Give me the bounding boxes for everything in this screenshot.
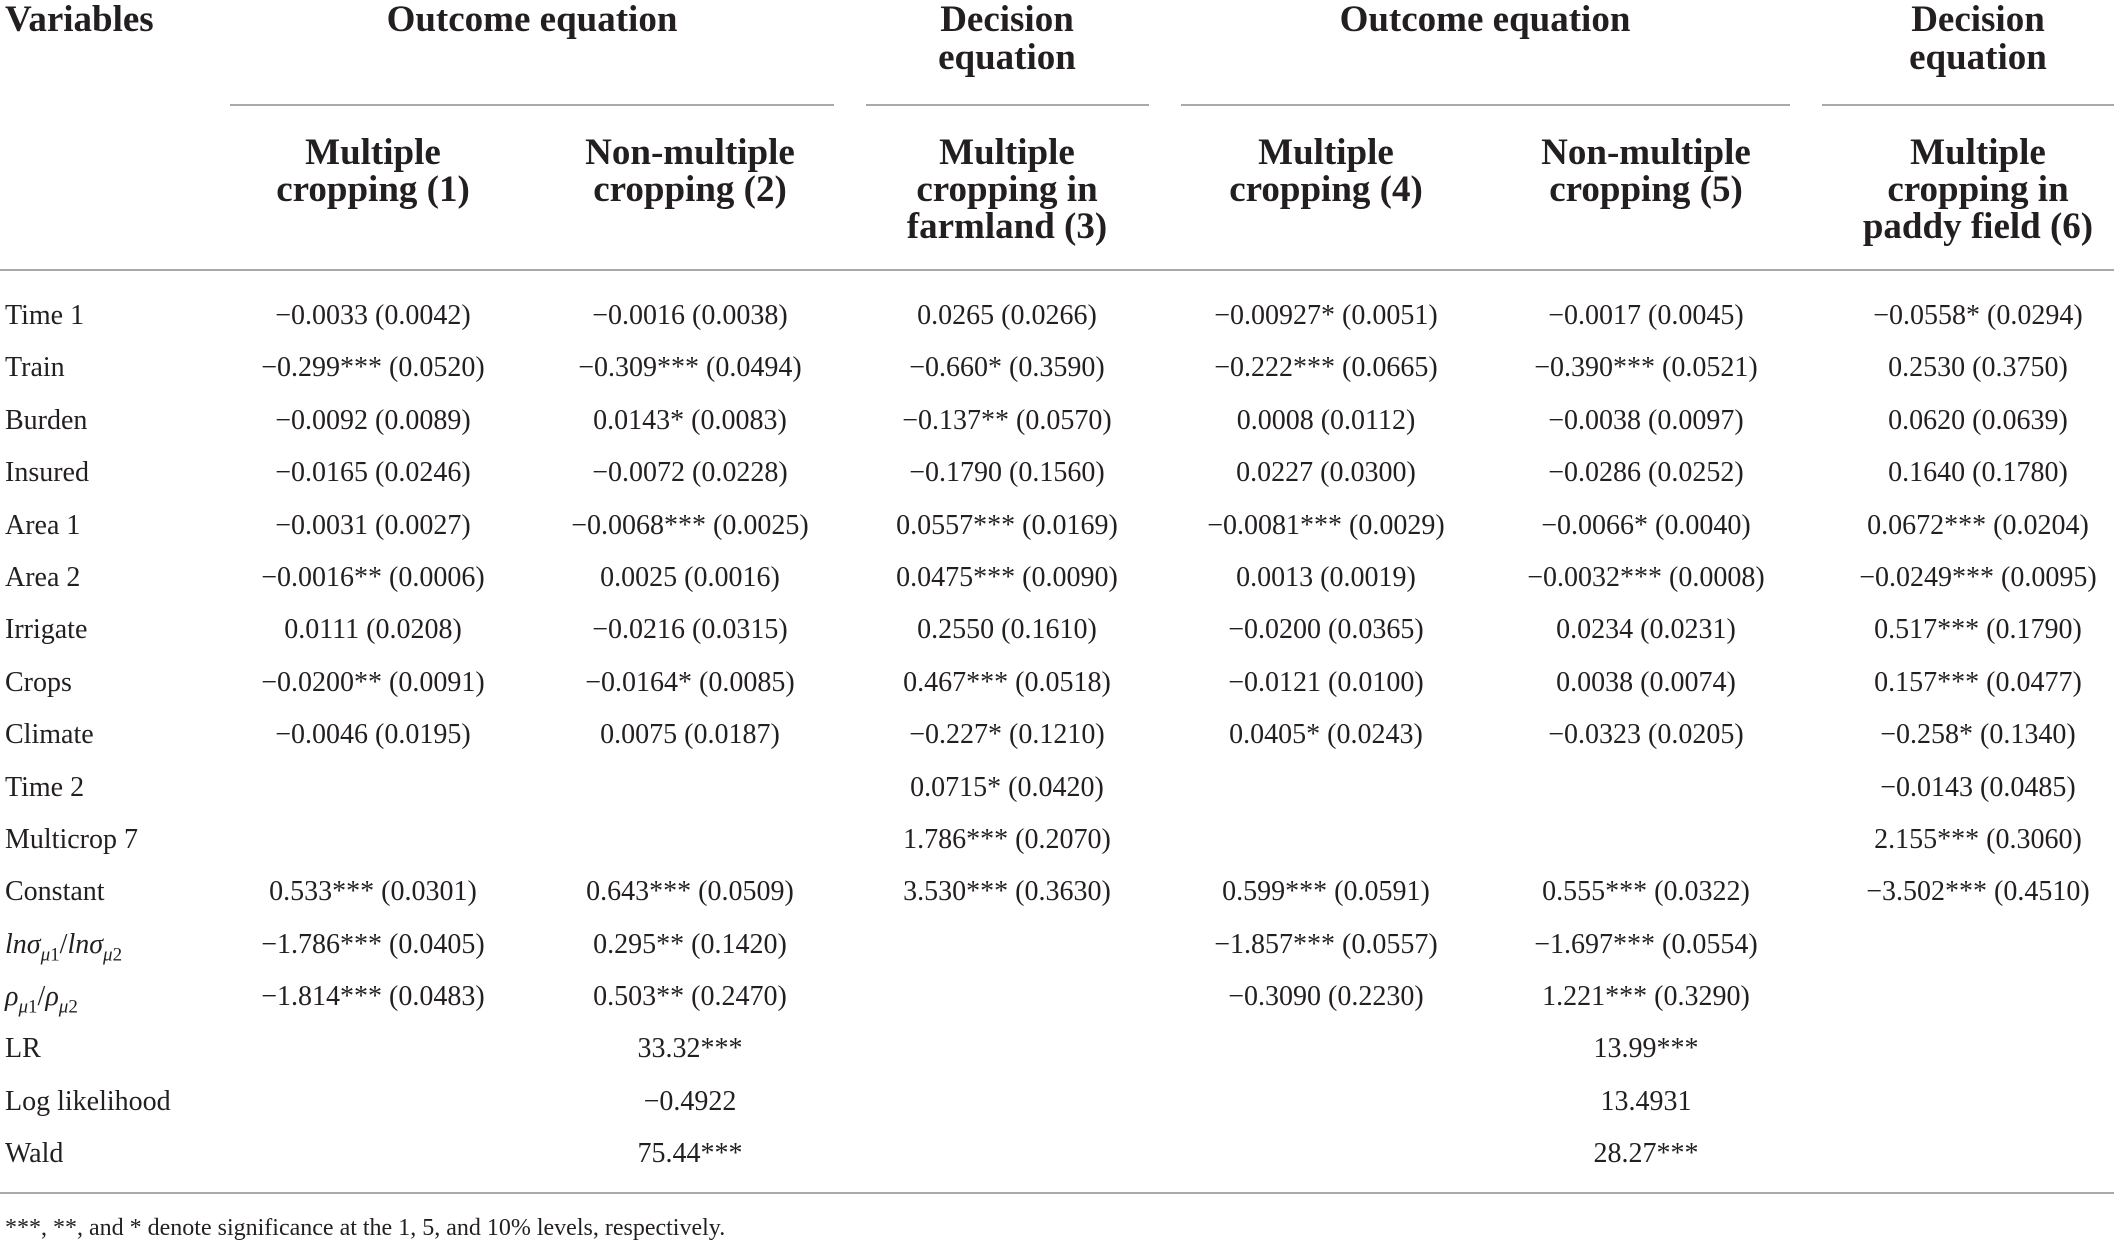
group-header-outcome: Outcome equation: [386, 0, 678, 40]
row-label: Area 2: [5, 561, 81, 593]
column-header: Non-multiple cropping (2): [585, 132, 795, 210]
cell-multiple-cropping-4: 0.0008 (0.0112): [1236, 404, 1416, 436]
cell-non-multiple-cropping-5: −0.0017 (0.0045): [1548, 300, 1744, 331]
cell-multiple-cropping-1: −0.0016** (0.0006): [261, 561, 485, 593]
subscript-symbol: μ: [18, 996, 29, 1018]
row-label: Log likelihood: [5, 1085, 171, 1117]
cell-multiple-cropping-4: [1181, 1023, 1471, 1075]
cell-non-multiple-cropping-2: −0.0072 (0.0228): [592, 457, 788, 489]
cell-multiple-cropping-1: 0.0111 (0.0208): [284, 614, 462, 646]
cell-multiple-cropping-1: [228, 1023, 518, 1075]
cell-non-multiple-cropping-5: −0.0032*** (0.0008): [1527, 561, 1765, 593]
math-base: lnσ: [5, 928, 41, 960]
table-footnote: ***, **, and * denote significance at the 1, 5, and 10% levels, respectively.: [5, 1215, 726, 1241]
cell-non-multiple-cropping-5: 28.27***: [1593, 1138, 1699, 1170]
cell-multiple-cropping-1: −0.0092 (0.0089): [275, 404, 471, 436]
row-label: Wald: [5, 1138, 64, 1170]
column-header: Multiple cropping in farmland (3): [906, 132, 1108, 247]
row-label: Burden: [5, 404, 88, 436]
cell-multiple-cropping-farmland-3: 0.0715* (0.0420): [910, 771, 1104, 803]
cell-multiple-cropping-1: −0.0033 (0.0042): [275, 300, 471, 331]
cell-non-multiple-cropping-5: [1501, 762, 1791, 814]
stub-header: Variables: [5, 0, 154, 40]
table-row: [0, 814, 2117, 866]
math-subscript: [41, 944, 60, 965]
table-body: [0, 290, 2117, 1181]
subscript-index: 1: [28, 996, 38, 1018]
row-label: Train: [5, 352, 65, 384]
table-row: [0, 447, 2117, 499]
cell-multiple-cropping-4: −0.222*** (0.0665): [1214, 352, 1438, 384]
cell-multiple-cropping-paddy-6: −0.0558* (0.0294): [1873, 300, 2083, 331]
cell-multiple-cropping-paddy-6: 2.155*** (0.3060): [1874, 823, 2082, 855]
cell-multiple-cropping-4: 0.0013 (0.0019): [1236, 561, 1416, 593]
cell-multiple-cropping-paddy-6: −0.258* (0.1340): [1880, 719, 2076, 751]
cell-non-multiple-cropping-5: 0.555*** (0.0322): [1542, 876, 1750, 908]
cell-multiple-cropping-1: [228, 1128, 518, 1180]
table-row: [0, 1128, 2117, 1180]
cell-multiple-cropping-paddy-6: [1848, 1023, 2108, 1075]
table-row: [0, 290, 2117, 342]
cell-non-multiple-cropping-5: 0.0038 (0.0074): [1556, 666, 1736, 698]
cell-non-multiple-cropping-5: −0.0323 (0.0205): [1548, 719, 1744, 751]
cell-multiple-cropping-4: −0.0200 (0.0365): [1228, 614, 1424, 646]
cell-multiple-cropping-farmland-3: 3.530*** (0.3630): [903, 876, 1111, 908]
table-row: [0, 657, 2117, 709]
cell-non-multiple-cropping-2: −0.0164* (0.0085): [585, 666, 795, 698]
math-separator: /: [59, 928, 68, 960]
cell-multiple-cropping-4: [1181, 762, 1471, 814]
cell-multiple-cropping-1: [228, 814, 518, 866]
cell-multiple-cropping-4: [1181, 814, 1471, 866]
math-subscript: [103, 944, 122, 965]
row-label: Constant: [5, 876, 105, 908]
cell-multiple-cropping-1: −0.0200** (0.0091): [261, 666, 485, 698]
cell-non-multiple-cropping-2: 0.503** (0.2470): [593, 981, 787, 1013]
table-row: [0, 1023, 2117, 1075]
cell-non-multiple-cropping-2: −0.0068*** (0.0025): [571, 509, 809, 541]
table-row: [0, 709, 2117, 761]
cell-multiple-cropping-farmland-3: 0.0475*** (0.0090): [896, 561, 1118, 593]
table-row: [0, 552, 2117, 604]
cell-non-multiple-cropping-5: 1.221*** (0.3290): [1542, 981, 1750, 1013]
cell-multiple-cropping-1: [228, 1076, 518, 1128]
cell-multiple-cropping-paddy-6: 0.157*** (0.0477): [1874, 666, 2082, 698]
cell-non-multiple-cropping-2: −0.0016 (0.0038): [592, 300, 788, 331]
math-base: ρ: [5, 981, 19, 1013]
cell-multiple-cropping-farmland-3: [862, 1128, 1152, 1180]
row-label: Time 2: [5, 771, 85, 803]
cell-multiple-cropping-paddy-6: −0.0143 (0.0485): [1880, 771, 2076, 803]
cell-multiple-cropping-farmland-3: [862, 1023, 1152, 1075]
subscript-index: 2: [112, 944, 123, 966]
cell-multiple-cropping-farmland-3: −0.660* (0.3590): [909, 352, 1105, 384]
row-label: Climate: [5, 719, 94, 751]
cell-non-multiple-cropping-5: −0.0286 (0.0252): [1548, 457, 1744, 489]
cell-non-multiple-cropping-5: 0.0234 (0.0231): [1556, 614, 1736, 646]
cell-multiple-cropping-4: −0.0121 (0.0100): [1228, 666, 1424, 698]
subscript-index: 1: [50, 944, 60, 966]
subscript-symbol: μ: [103, 944, 113, 966]
cell-multiple-cropping-farmland-3: 0.467*** (0.0518): [903, 666, 1111, 698]
cell-multiple-cropping-farmland-3: [862, 971, 1152, 1023]
cell-multiple-cropping-farmland-3: [862, 919, 1152, 971]
row-label: Insured: [5, 457, 89, 489]
cell-non-multiple-cropping-2: [545, 762, 835, 814]
cell-multiple-cropping-1: −0.0046 (0.0195): [275, 719, 471, 751]
row-label: Crops: [5, 666, 72, 698]
row-label-math: [5, 919, 220, 971]
cell-multiple-cropping-1: −1.786*** (0.0405): [261, 928, 485, 960]
cell-non-multiple-cropping-2: −0.0216 (0.0315): [592, 614, 788, 646]
math-base: ρ: [45, 981, 59, 1013]
cell-multiple-cropping-farmland-3: 1.786*** (0.2070): [903, 823, 1111, 855]
group-header-decision: Decision equation: [1909, 0, 2047, 78]
cell-non-multiple-cropping-2: [545, 814, 835, 866]
row-label: Area 1: [5, 509, 81, 541]
subscript-symbol: μ: [58, 996, 69, 1018]
table-row: [0, 604, 2117, 656]
cell-non-multiple-cropping-5: −1.697*** (0.0554): [1534, 928, 1758, 960]
cell-multiple-cropping-4: −1.857*** (0.0557): [1214, 928, 1438, 960]
cell-multiple-cropping-farmland-3: 0.0557*** (0.0169): [896, 509, 1118, 541]
cell-non-multiple-cropping-2: −0.4922: [643, 1085, 737, 1117]
group-rule: [1181, 104, 1790, 106]
math-separator: /: [37, 981, 46, 1013]
cell-non-multiple-cropping-2: 33.32***: [637, 1033, 743, 1065]
cell-multiple-cropping-farmland-3: −0.137** (0.0570): [902, 404, 1112, 436]
cell-multiple-cropping-farmland-3: [862, 1076, 1152, 1128]
cell-non-multiple-cropping-2: −0.309*** (0.0494): [578, 352, 802, 384]
cell-non-multiple-cropping-2: 0.0025 (0.0016): [600, 561, 780, 593]
cell-multiple-cropping-1: 0.533*** (0.0301): [269, 876, 477, 908]
cell-multiple-cropping-paddy-6: [1848, 919, 2108, 971]
cell-non-multiple-cropping-5: 13.99***: [1593, 1033, 1699, 1065]
cell-non-multiple-cropping-2: 0.295** (0.1420): [593, 928, 787, 960]
cell-multiple-cropping-farmland-3: 0.0265 (0.0266): [917, 300, 1097, 331]
math-base: lnσ: [67, 928, 104, 960]
cell-multiple-cropping-paddy-6: [1848, 971, 2108, 1023]
cell-multiple-cropping-paddy-6: −3.502*** (0.4510): [1866, 876, 2090, 908]
cell-multiple-cropping-paddy-6: 0.517*** (0.1790): [1874, 614, 2082, 646]
column-header: Multiple cropping (4): [1229, 132, 1423, 210]
table-row: [0, 971, 2117, 1023]
cell-non-multiple-cropping-2: 0.0143* (0.0083): [593, 404, 787, 436]
header-rule: [0, 269, 2114, 271]
table-row: [0, 1076, 2117, 1128]
cell-multiple-cropping-paddy-6: 0.2530 (0.3750): [1888, 352, 2068, 384]
group-rule: [230, 104, 834, 106]
cell-non-multiple-cropping-5: −0.0066* (0.0040): [1541, 509, 1751, 541]
cell-multiple-cropping-4: [1181, 1128, 1471, 1180]
cell-non-multiple-cropping-5: 13.4931: [1600, 1085, 1692, 1117]
cell-multiple-cropping-4: −0.00927* (0.0051): [1214, 300, 1438, 331]
group-header-outcome: Outcome equation: [1339, 0, 1631, 40]
row-label: Multicrop 7: [5, 823, 138, 855]
cell-multiple-cropping-paddy-6: 0.1640 (0.1780): [1888, 457, 2068, 489]
cell-multiple-cropping-1: −0.299*** (0.0520): [261, 352, 485, 384]
table-row: [0, 500, 2117, 552]
group-rule: [1822, 104, 2114, 106]
cell-multiple-cropping-4: 0.599*** (0.0591): [1222, 876, 1430, 908]
table-row: [0, 866, 2117, 918]
column-header: Multiple cropping (1): [276, 132, 470, 210]
cell-multiple-cropping-4: 0.0405* (0.0243): [1229, 719, 1423, 751]
cell-multiple-cropping-paddy-6: 0.0672*** (0.0204): [1867, 509, 2089, 541]
cell-multiple-cropping-1: −0.0165 (0.0246): [275, 457, 471, 489]
cell-multiple-cropping-paddy-6: [1848, 1076, 2108, 1128]
row-label-math: [5, 971, 220, 1023]
cell-non-multiple-cropping-5: −0.390*** (0.0521): [1534, 352, 1758, 384]
math-subscript: [59, 997, 78, 1018]
row-label: Time 1: [5, 300, 85, 331]
table-row: [0, 762, 2117, 814]
table-row: [0, 342, 2117, 394]
cell-multiple-cropping-1: [228, 762, 518, 814]
math-subscript: [18, 997, 37, 1018]
table-row: [0, 395, 2117, 447]
cell-multiple-cropping-paddy-6: 0.0620 (0.0639): [1888, 404, 2068, 436]
cell-multiple-cropping-4: [1181, 1076, 1471, 1128]
cell-multiple-cropping-paddy-6: [1848, 1128, 2108, 1180]
row-label: LR: [5, 1033, 41, 1065]
cell-multiple-cropping-4: −0.3090 (0.2230): [1228, 981, 1424, 1013]
cell-non-multiple-cropping-5: [1501, 814, 1791, 866]
group-rule: [866, 104, 1149, 106]
cell-non-multiple-cropping-2: 75.44***: [637, 1138, 743, 1170]
cell-non-multiple-cropping-2: 0.0075 (0.0187): [600, 719, 780, 751]
cell-non-multiple-cropping-2: 0.643*** (0.0509): [586, 876, 794, 908]
cell-multiple-cropping-farmland-3: −0.1790 (0.1560): [909, 457, 1105, 489]
cell-multiple-cropping-1: −0.0031 (0.0027): [275, 509, 471, 541]
table-bottom-rule: [0, 1192, 2114, 1194]
table-row: [0, 919, 2117, 971]
cell-multiple-cropping-4: 0.0227 (0.0300): [1236, 457, 1416, 489]
column-header: Multiple cropping in paddy field (6): [1862, 132, 2094, 247]
cell-multiple-cropping-paddy-6: −0.0249*** (0.0095): [1859, 561, 2097, 593]
subscript-index: 2: [68, 996, 78, 1018]
cell-multiple-cropping-farmland-3: −0.227* (0.1210): [909, 719, 1105, 751]
column-header: Non-multiple cropping (5): [1541, 132, 1751, 210]
group-header-decision: Decision equation: [938, 0, 1076, 78]
cell-multiple-cropping-farmland-3: 0.2550 (0.1610): [917, 614, 1097, 646]
row-label: Irrigate: [5, 614, 88, 646]
subscript-symbol: μ: [40, 944, 51, 966]
cell-multiple-cropping-4: −0.0081*** (0.0029): [1207, 509, 1445, 541]
cell-non-multiple-cropping-5: −0.0038 (0.0097): [1548, 404, 1744, 436]
cell-multiple-cropping-1: −1.814*** (0.0483): [261, 981, 485, 1013]
